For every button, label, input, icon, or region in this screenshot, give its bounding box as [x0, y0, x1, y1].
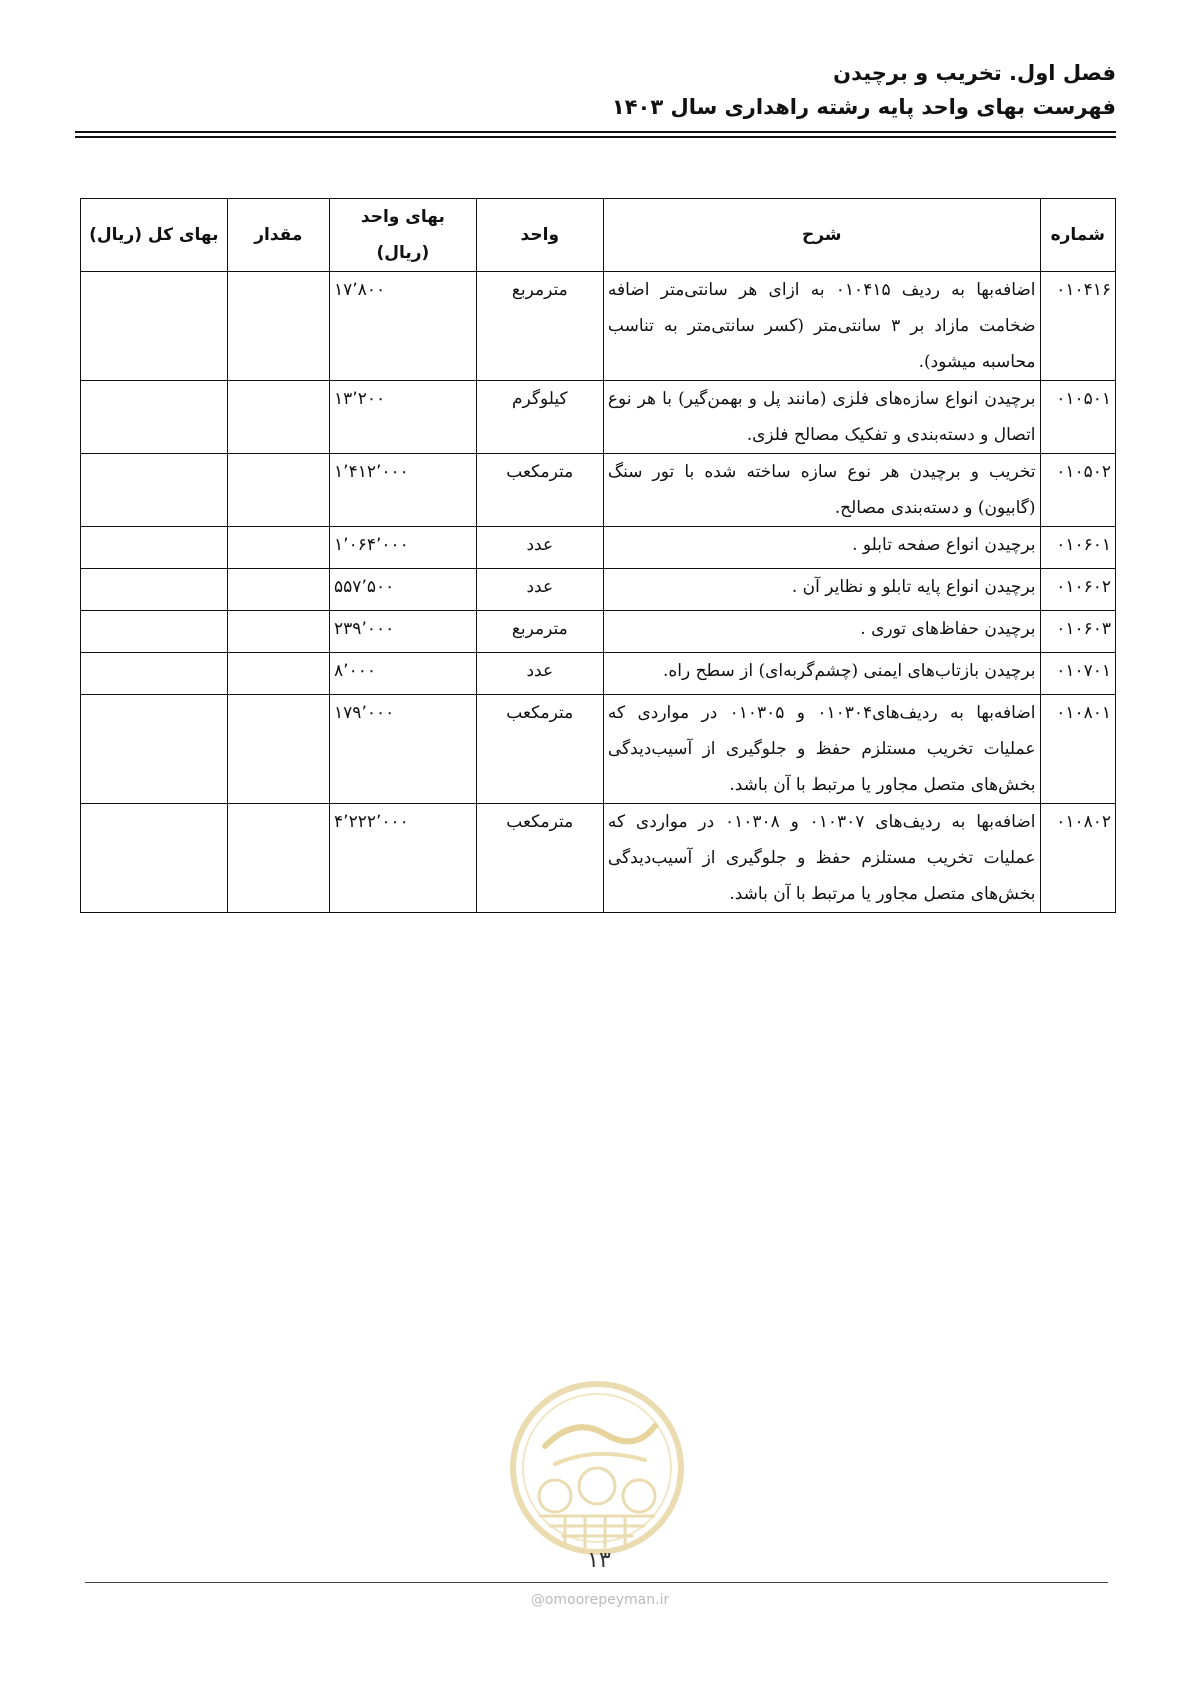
row-unit: مترمکعب [476, 454, 603, 527]
row-total-price [81, 804, 228, 913]
table-body [81, 272, 1116, 913]
row-quantity [227, 381, 329, 454]
page-header [612, 56, 1116, 124]
row-unit: مترمربع [476, 272, 603, 381]
column-header-unit-price: بهای واحد (ریال) [330, 199, 477, 272]
row-description: اضافه‌بها به ردیف ۰۱۰۴۱۵ به ازای هر سانتی‌متر اضافه ضخامت مازاد بر ۳ سانتی‌متر (کسر سانتی‌متر به تناسب محاسبه میشود). [603, 272, 1040, 381]
seal-logo [505, 1376, 689, 1560]
column-header-quantity: مقدار [227, 199, 329, 272]
row-number: ۰۱۰۶۰۲ [1040, 569, 1115, 611]
page-number: ۱۳ [587, 1548, 611, 1573]
row-number: ۰۱۰۴۱۶ [1040, 272, 1115, 381]
column-header-number: شماره [1040, 199, 1115, 272]
row-unit: کیلوگرم [476, 381, 603, 454]
row-unit-price: ۱۳٬۲۰۰ [330, 381, 477, 454]
document-title: فهرست بهای واحد پایه رشته راهداری سال ۱۴۰۳ [611, 95, 1116, 119]
row-description: تخریب و برچیدن هر نوع سازه ساخته شده با تور سنگ (گابیون) و دسته‌بندی مصالح. [603, 454, 1040, 527]
row-unit-price: ۱٬۴۱۲٬۰۰۰ [330, 454, 477, 527]
row-total-price [81, 653, 228, 695]
row-unit-price: ۲۳۹٬۰۰۰ [330, 611, 477, 653]
row-unit: مترمکعب [476, 804, 603, 913]
row-number: ۰۱۰۸۰۱ [1040, 695, 1115, 804]
row-unit-price: ۸٬۰۰۰ [330, 653, 477, 695]
row-description: برچیدن انواع سازه‌های فلزی (مانند پل و بهمن‌گیر) با هر نوع اتصال و دسته‌بندی و تفکیک مصالح فلزی. [603, 381, 1040, 454]
table-row [81, 653, 1116, 695]
table-row [81, 272, 1116, 381]
row-quantity [227, 695, 329, 804]
header-rule [75, 131, 1116, 133]
row-unit-price: ۴٬۲۲۲٬۰۰۰ [330, 804, 477, 913]
row-description: اضافه‌بها به ردیف‌های۰۱۰۳۰۴ و ۰۱۰۳۰۵ در مواردی که عملیات تخریب مستلزم حفظ و جلوگیری از آسیب‌دیدگی بخش‌های متصل مجاور یا مرتبط با آن باشد. [603, 695, 1040, 804]
column-header-unit: واحد [476, 199, 603, 272]
row-total-price [81, 454, 228, 527]
row-unit-price: ۱۷٬۸۰۰ [330, 272, 477, 381]
row-total-price [81, 695, 228, 804]
column-header-description: شرح [603, 199, 1040, 272]
row-total-price [81, 611, 228, 653]
header-rule-secondary [75, 136, 1116, 138]
watermark-url: @omoorepeyman.ir [530, 1592, 670, 1608]
row-unit: عدد [476, 527, 603, 569]
table-row [81, 695, 1116, 804]
table-header-row [81, 199, 1116, 272]
row-quantity [227, 804, 329, 913]
row-number: ۰۱۰۸۰۲ [1040, 804, 1115, 913]
row-unit-price: ۵۵۷٬۵۰۰ [330, 569, 477, 611]
table-row [81, 454, 1116, 527]
column-header-total-price: بهای کل (ریال) [81, 199, 228, 272]
row-number: ۰۱۰۷۰۱ [1040, 653, 1115, 695]
table-row [81, 804, 1116, 913]
row-description: برچیدن انواع پایه تابلو و نظایر آن . [603, 569, 1040, 611]
price-list-table [80, 198, 1116, 913]
row-unit: مترمربع [476, 611, 603, 653]
row-quantity [227, 653, 329, 695]
footer-rule [85, 1582, 1108, 1583]
row-description: اضافه‌بها به ردیف‌های ۰۱۰۳۰۷ و ۰۱۰۳۰۸ در مواردی که عملیات تخریب مستلزم حفظ و جلوگیری از آسیب‌دیدگی بخش‌های متصل مجاور یا مرتبط با آن باشد. [603, 804, 1040, 913]
row-total-price [81, 272, 228, 381]
row-description: برچیدن حفاظ‌های توری . [603, 611, 1040, 653]
row-total-price [81, 381, 228, 454]
table-row [81, 381, 1116, 454]
row-number: ۰۱۰۵۰۲ [1040, 454, 1115, 527]
row-number: ۰۱۰۵۰۱ [1040, 381, 1115, 454]
row-unit-price: ۱٬۰۶۴٬۰۰۰ [330, 527, 477, 569]
row-unit: عدد [476, 569, 603, 611]
table-row [81, 611, 1116, 653]
row-quantity [227, 454, 329, 527]
row-number: ۰۱۰۶۰۳ [1040, 611, 1115, 653]
row-total-price [81, 569, 228, 611]
chapter-title: فصل اول. تخریب و برچیدن [833, 61, 1116, 85]
row-quantity [227, 569, 329, 611]
table-row [81, 569, 1116, 611]
row-unit-price: ۱۷۹٬۰۰۰ [330, 695, 477, 804]
row-number: ۰۱۰۶۰۱ [1040, 527, 1115, 569]
table-row [81, 527, 1116, 569]
row-unit: مترمکعب [476, 695, 603, 804]
row-unit: عدد [476, 653, 603, 695]
row-description: برچیدن انواع صفحه تابلو . [603, 527, 1040, 569]
row-quantity [227, 611, 329, 653]
row-quantity [227, 527, 329, 569]
row-quantity [227, 272, 329, 381]
row-description: برچیدن بازتاب‌های ایمنی (چشم‌گربه‌ای) از سطح راه. [603, 653, 1040, 695]
row-total-price [81, 527, 228, 569]
